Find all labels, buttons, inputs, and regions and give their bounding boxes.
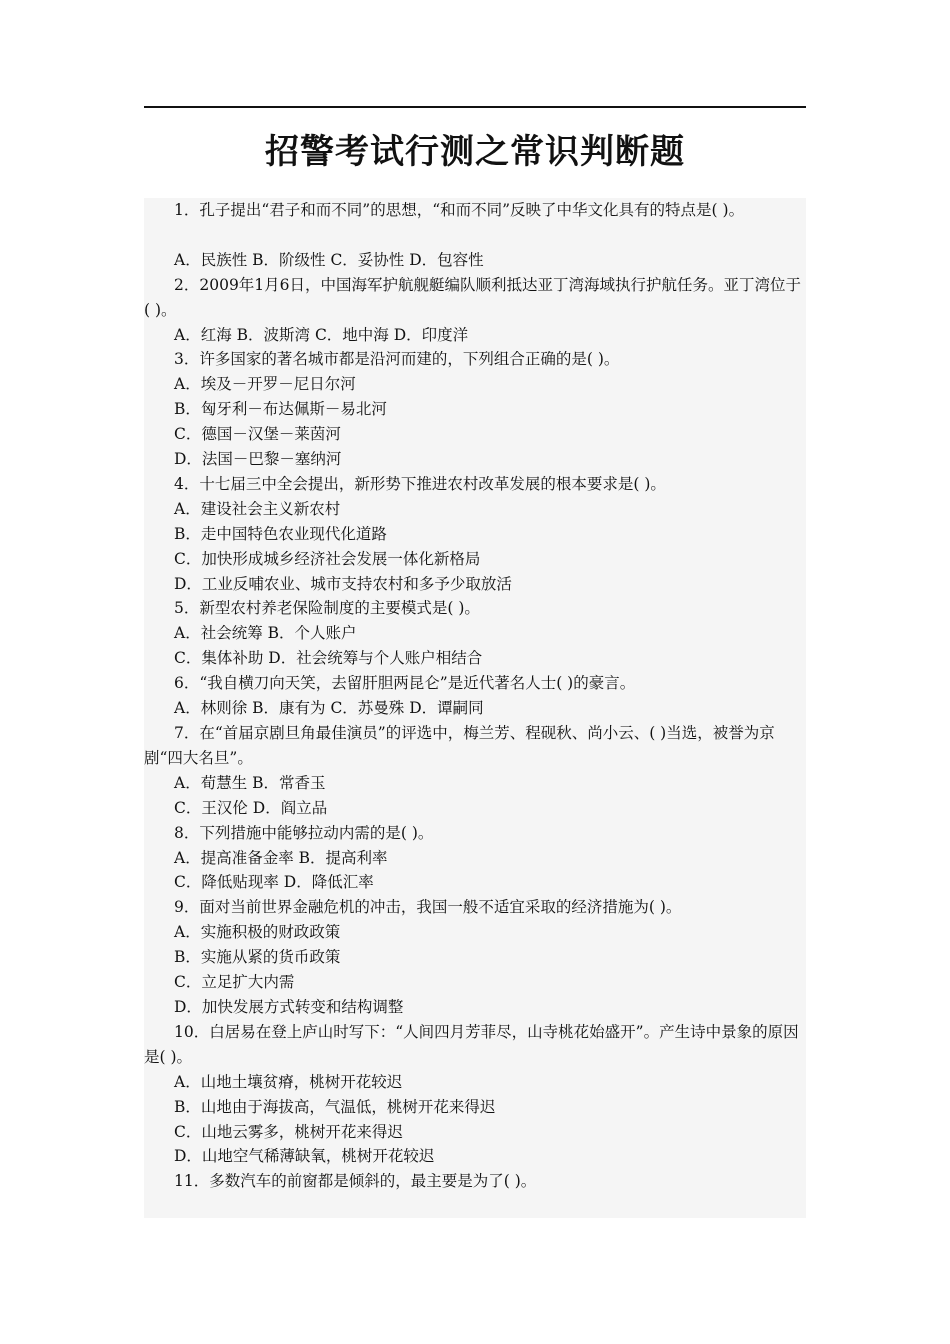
text-line: A．荀慧生 B．常香玉 (174, 773, 326, 792)
question-body (144, 198, 806, 1218)
text-line: D．山地空气稀薄缺氧，桃树开花较迟 (174, 1147, 435, 1166)
text-line: A．红海 B．波斯湾 C．地中海 D．印度洋 (174, 325, 469, 344)
text-line: 10．白居易在登上庐山时写下：“人间四月芳菲尽，山寺桃花始盛开”。产生诗中景象的原因是( )。 (144, 1022, 799, 1066)
text-line: C．德国－汉堡－莱茵河 (174, 425, 341, 444)
text-line: C．集体补助 D．社会统筹与个人账户相结合 (174, 649, 483, 668)
text-line: 3．许多国家的著名城市都是沿河而建的，下列组合正确的是( )。 (174, 350, 620, 369)
text-line: 6．“我自横刀向天笑，去留肝胆两昆仑”是近代著名人士( )的豪言。 (174, 674, 636, 693)
text-line: B．匈牙利－布达佩斯－易北河 (174, 400, 387, 419)
text-line: B．走中国特色农业现代化道路 (174, 524, 387, 543)
text-line: A．建设社会主义新农村 (174, 499, 341, 518)
text-line: 11．多数汽车的前窗都是倾斜的，最主要是为了( )。 (174, 1172, 537, 1191)
text-line: A．提高准备金率 B．提高利率 (174, 848, 388, 867)
text-line: A．实施积极的财政政策 (174, 923, 341, 942)
text-line: B．实施从紧的货币政策 (174, 948, 341, 967)
text-line: A．社会统筹 B．个人账户 (174, 624, 357, 643)
top-rule (144, 106, 806, 108)
text-line: D．加快发展方式转变和结构调整 (174, 997, 404, 1016)
text-line: C．加快形成城乡经济社会发展一体化新格局 (174, 549, 481, 568)
text-line: 9．面对当前世界金融危机的冲击，我国一般不适宜采取的经济措施为( )。 (174, 898, 682, 917)
text-line: A．埃及－开罗－尼日尔河 (174, 375, 356, 394)
text-line: C．王汉伦 D．阎立品 (174, 798, 328, 817)
text-line: 2．2009年1月6日，中国海军护航舰艇编队顺利抵达亚丁湾海域执行护航任务。亚丁湾位于( )。 (144, 275, 802, 319)
text-line: D．法国－巴黎－塞纳河 (174, 450, 342, 469)
text-line: C．立足扩大内需 (174, 973, 295, 992)
page-title: 招警考试行测之常识判断题 (265, 132, 685, 172)
text-line: 7．在“首届京剧旦角最佳演员”的评选中，梅兰芳、程砚秋、尚小云、( )当选，被誉为京剧“四大名旦”。 (144, 724, 775, 767)
text-line: 1．孔子提出“君子和而不同”的思想，“和而不同”反映了中华文化具有的特点是( )。 (174, 201, 745, 219)
text-line: 5．新型农村养老保险制度的主要模式是( )。 (174, 599, 480, 618)
text-line: A．山地土壤贫瘠，桃树开花较迟 (174, 1072, 403, 1091)
text-line: A．民族性 B．阶级性 C．妥协性 D．包容性 (174, 250, 484, 269)
text-line: B．山地由于海拔高，气温低，桃树开花来得迟 (174, 1097, 496, 1116)
text-line: 4．十七届三中全会提出，新形势下推进农村改革发展的根本要求是( )。 (174, 474, 666, 493)
text-line: 8．下列措施中能够拉动内需的是( )。 (174, 823, 434, 842)
text-line: C．山地云雾多，桃树开花来得迟 (174, 1122, 403, 1141)
text-line: D．工业反哺农业、城市支持农村和多予少取放活 (174, 574, 512, 593)
text-line: A．林则徐 B．康有为 C．苏曼殊 D．谭嗣同 (174, 699, 484, 718)
text-line: C．降低贴现率 D．降低汇率 (174, 873, 374, 892)
blank-line (144, 223, 806, 248)
